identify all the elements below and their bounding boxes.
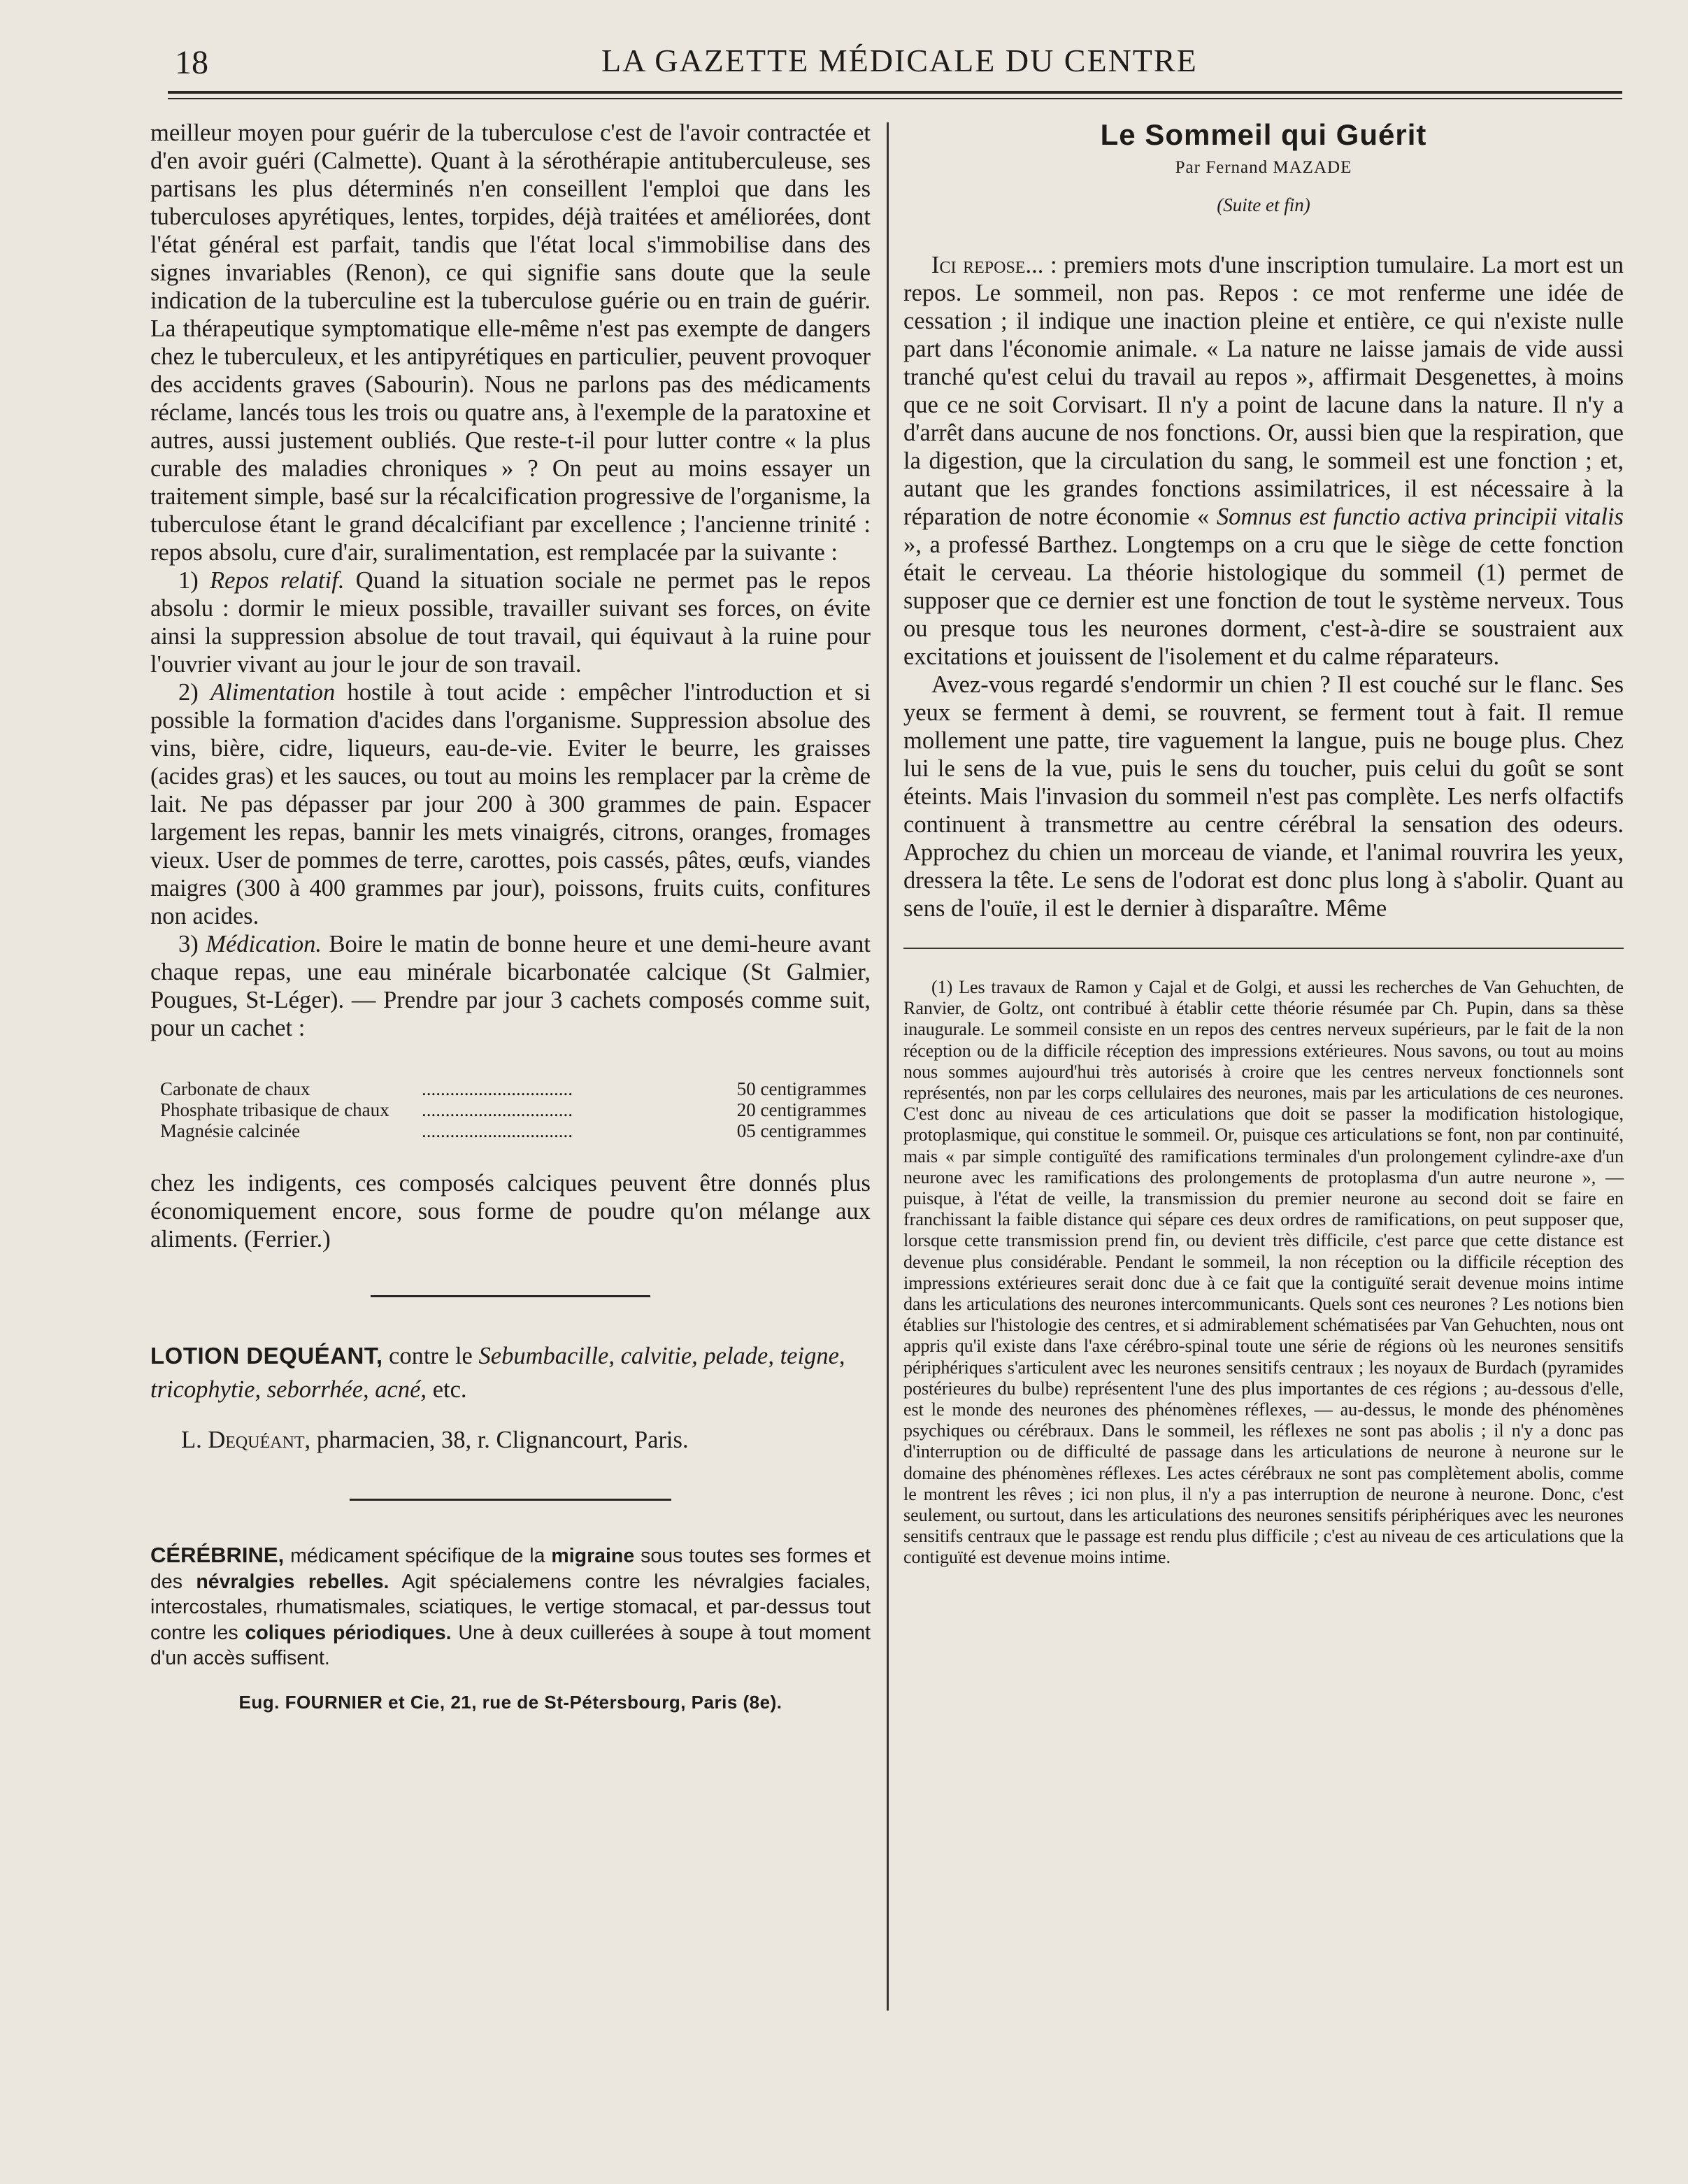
article-body [903,251,1624,922]
formula-ingredient: Phosphate tribasique de chaux [160,1099,389,1120]
left-article-text [150,119,871,1042]
intro-paragraph: meilleur moyen pour guérir de la tuberculose c'est de l'avoir contractée et d'en avoir guéri (Calmette). Quant à la sérothérapie antituberculeuse, ses partisans les plus déterminés n'en conseillent l'emploi que dans les tuberculoses apyrétiques, lentes, torpides, déjà traitées et améliorées, dont l'état général est parfait, tandis que l'état local s'immobilise dans des signes invariables (Renon), ce qui signifie sans doute que la seule indication de la tuberculine est la tuberculose guérie ou en train de guérir. La thérapeutique symptomatique elle-même n'est pas exempte de dangers chez le tuberculeux, et les antipyrétiques en particulier, peuvent provoquer des accidents graves (Sabourin). Nous ne parlons pas des médicaments réclame, lancés tous les trois ou quatre ans, à l'exemple de la paratoxine et autres, aussi justement oubliés. Que reste-t-il pour lutter contre « la plus curable des maladies chroniques » ? On peut au moins essayer un traitement simple, basé sur la récalcification progressive de l'organisme, la tuberculose étant le grand décalcifiant par excellence ; l'ancienne trinité : repos absolu, cure d'air, suralimentation, est remplacée par la suivante : [150,120,871,566]
item-number: 1) [178,567,199,594]
item-title: Repos relatif. [210,567,345,594]
header-rule [168,91,1622,99]
ad-text: Agit spécialemens contre les névralgies faciales, intercostales, rhumatismales, sciatiques, le vertige stomacal, et par-dessus tout contre les [150,1570,871,1644]
left-column [150,119,871,1715]
cerebrine-publisher: Eug. FOURNIER et Cie, 21, rue de St-Pétersbourg, Paris (8e). [238,1691,782,1713]
cerebrine-brand: CÉRÉBRINE, [150,1543,285,1567]
formula-row [160,1078,866,1099]
formula-leader: ................................ [422,1120,573,1141]
article-byline: Par Fernand MAZADE [1175,158,1352,177]
pharmacist-name: L. Dequéant, [181,1427,311,1453]
article-title: Le Sommeil qui Guérit [1100,118,1427,151]
lotion-text: contre le [382,1343,479,1369]
section-rule [350,1499,671,1501]
formula-row [160,1120,866,1141]
formula-ingredient: Carbonate de chaux [160,1078,310,1099]
closing-paragraph [150,1169,871,1253]
footnote-rule [903,948,1624,949]
ad-emphasis: névralgies rebelles. [196,1570,389,1593]
ad-text: sous toutes ses formes et des [150,1545,871,1593]
page-number: 18 [175,44,208,81]
treatment-item-2 [150,678,871,930]
paragraph-text: », a professé Barthez. Longtemps on a cru que le siège de cette fonction était le cerveau. La théorie histologique du sommeil (1) permet de supposer que ce dernier est une fonction de tout le système nerveux. Tous ou presque tous les neurones dorment, c'est-à-dire se soustraient aux excitations et jouissent de l'isolement et du calme réparateurs. [903,531,1624,670]
lotion-text: etc. [427,1376,467,1403]
item-number: 3) [178,931,199,957]
footnote-text: (1) Les travaux de Ramon y Cajal et de Golgi, et aussi les recherches de Van Gehuchten, de Ranvier, de Goltz, ont contribué à établir cette théorie résumée par Ch. Pupin, dans sa thèse inaugurale. Le sommeil consiste en un repos des centres nerveux supérieurs, par le fait de la non réception ou de la difficile réception des impressions extérieures. Nous savons, ou tout au moins nous sommes aujourd'hui très autorisés à croire que les centres nerveux fonctionnels sont représentés, non par les corps cellulaires des neurones, mais par les articulations de ces neurones. C'est donc au niveau de ces articulations que doit se passer la modification histologique, protoplasmique, qui constitue le sommeil. Or, puisque ces articulations se font, non par continuité, mais « par simple contiguïté des ramifications terminales d'un prolongement cylindre-axe d'un neurone avec les ramifications des prolongements de protoplasma d'un autre neurone », — puisque, à l'état de veille, la transmission du premier neurone au second doit se faire en franchissant la faible distance qui sépare ces deux ordres de ramifications, on peut supposer que, lorsque cette transmission prend fin, ou devient très difficile, c'est parce que cette distance est devenue plus considérable. Pendant le sommeil, la non réception ou la difficile réception des impressions extérieures serait donc due à ce fait que la contiguïté serait devenue moins intime dans les articulations des neurones intercommunicants. Quels sont ces neurones ? Les notions bien établies sur l'histologie des centres, et si admirablement schématisées par Van Gehuchten, nous ont appris qu'il existe dans l'axe cérébro-spinal toute une série de régions où les neurones sensitifs périphériques s'articulent avec les neurones sensitifs centraux ; les noyaux de Burdach (pyramides postérieures du bulbe) représentent l'une des plus importantes de ces régions ; au-dessous d'elle, est le monde des neurones des phénomènes réflexes, — au-dessus, le monde des phénomènes psychiques ou cérébraux. Dans le sommeil, les réflexes ne sont pas abolis ; il n'y a donc pas d'interruption ou de difficulté de passage dans les articulations de neurone à neurone sur le domaine des phénomènes réflexes. Les actes cérébraux ne sont pas complètement abolis, comme le montrent les rêves ; ici non plus, il n'y a pas interruption de neurone à neurone. Donc, c'est seulement, ou surtout, dans les articulations des neurones sensitifs périphériques avec les neurones sensitifs centraux que le passage est rendu plus difficile ; c'est au niveau de ces articulations que la contiguïté est devenue moins intime. [903,977,1624,1568]
pharmacist-address: pharmacien, 38, r. Clignancourt, Paris. [310,1427,689,1453]
page-header [168,35,1622,84]
lotion-description [150,1339,871,1406]
article-paragraph-2: Avez-vous regardé s'endormir un chien ? Il est couché sur le flanc. Ses yeux se ferment à demi, se rouvrent, se ferment tout à fait. Il remue mollement une patte, tire vaguement la langue, puis ne bouge plus. Chez lui le sens de la vue, puis le sens du toucher, puis celui du goût se sont éteints. Mais l'invasion du sommeil n'est pas complète. Les nerfs olfactifs continuent à transmettre au centre cérébral la sensation des odeurs. Approchez du chien un morceau de viande, et l'animal rouvrira les yeux, dressera la tête. Le sens de l'odorat est donc plus long à s'abolir. Quant au sens de l'ouïe, il est le dernier à disparaître. Même [903,671,1624,922]
right-column [903,119,1624,1569]
closing-text: chez les indigents, ces composés calciques peuvent être donnés plus économiquement encore, sous forme de poudre qu'on mélange aux aliments. (Ferrier.) [150,1170,871,1252]
cerebrine-description [150,1543,871,1671]
formula-leader: ................................ [422,1078,573,1099]
cerebrine-advertisement [150,1543,871,1715]
section-rule [371,1295,650,1297]
treatment-item-1 [150,566,871,678]
latin-quote: Somnus est functio activa principii vitalis [1216,504,1624,530]
item-text: hostile à tout acide : empêcher l'introduction et si possible la formation d'acides dans l'organisme. Suppression absolue des vins, bière, cidre, liqueurs, eau-de-vie. Eviter le beurre, les graisses (acides gras) et les sauces, ou tout au moins les remplacer par la crème de lait. Ne pas dépasser par jour 200 à 300 grammes de pain. Espacer largement les repas, bannir les mets vinaigrés, citrons, oranges, fromages vieux. User de pommes de terre, carottes, pois cassés, pâtes, œufs, viandes maigres (300 à 400 grammes par jour), poissons, fruits cuits, confitures non acides. [150,679,871,929]
article-subtitle: (Suite et fin) [1217,194,1310,215]
item-text: Quand la situation sociale ne permet pas le repos absolu : dormir le mieux possible, travailler suivant ses forces, on évite ainsi la suppression absolue de tout travail, qui équivaut à la ruine pour l'ouvrier vivant au jour le jour de son travail. [150,567,871,678]
formula-ingredient: Magnésie calcinée [160,1120,301,1141]
article-paragraph-1 [903,251,1624,671]
formula-quantity: 50 centigrammes [736,1078,866,1099]
lotion-brand: LOTION DEQUÉANT, [150,1343,383,1369]
ad-emphasis: coliques périodiques. [245,1621,452,1644]
journal-title: LA GAZETTE MÉDICALE DU CENTRE [601,43,1198,78]
formula-leader: ................................ [422,1099,573,1120]
lotion-address [150,1423,871,1457]
formula-row [160,1099,866,1120]
cachet-formula [160,1078,866,1141]
treatment-item-3 [150,930,871,1042]
ad-emphasis: migraine [551,1545,635,1567]
lotion-conditions: Sebumbacille, calvitie, pelade, teigne, tricophytie, seborrhée, acné, [150,1343,845,1403]
formula-quantity: 05 centigrammes [736,1120,866,1141]
lotion-advertisement [150,1339,871,1457]
paragraph-text: : premiers mots d'une inscription tumulaire. La mort est un repos. Le sommeil, non pas. Repos : ce mot renferme une idée de cessation ; il indique une inaction pleine et entière, ce qui n'existe nulle part dans l'économie animale. « La nature ne laisse jamais de vide aussi tranché qu'est celui du travail au repos », affirmait Desgenettes, à moins que ce ne soit Corvisart. Il n'y a point de lacune dans la nature. Il n'y a d'arrêt dans aucune de nos fonctions. Or, aussi bien que la respiration, que la digestion, que la circulation du sang, le sommeil est une fonction ; et, autant que les grandes fonctions assimilatrices, il est nécessaire à la réparation de notre économie « [903,252,1624,530]
item-title: Médication. [206,931,322,957]
footnote [903,977,1624,1569]
item-title: Alimentation [210,679,336,706]
paragraph-lead: Ici repose... [931,252,1044,278]
column-divider [887,122,889,2011]
ad-text: médicament spécifique de la [284,1545,552,1567]
item-number: 2) [178,679,199,706]
ad-text: Une à deux cuillerées à soupe à tout moment d'un accès suffisent. [150,1621,871,1669]
formula-quantity: 20 centigrammes [736,1099,866,1120]
item-text: Boire le matin de bonne heure et une demi-heure avant chaque repas, une eau minérale bicarbonatée calcique (St Galmier, Pougues, St-Léger). — Prendre par jour 3 cachets composés comme suit, pour un cachet : [150,931,871,1041]
